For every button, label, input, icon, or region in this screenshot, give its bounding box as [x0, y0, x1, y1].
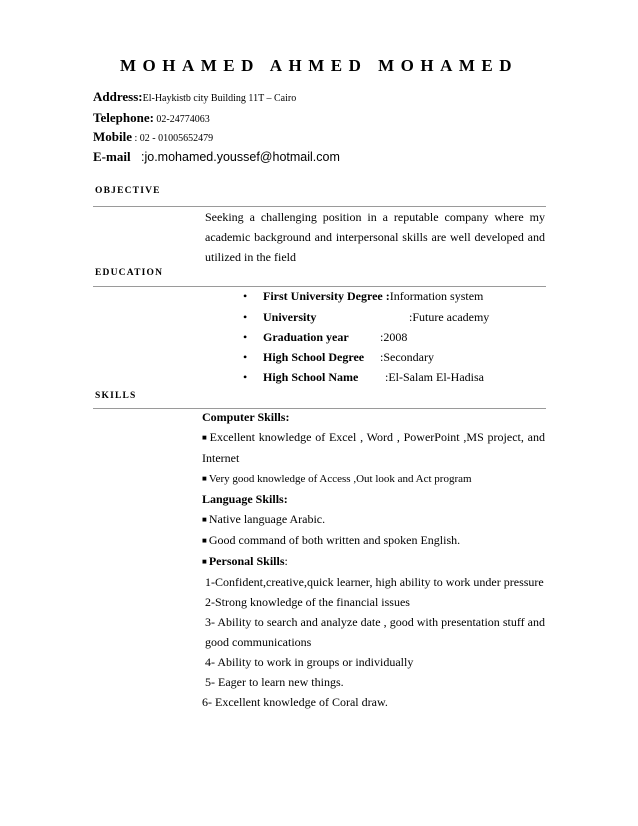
- skills-heading: SKILLS: [95, 391, 137, 401]
- personal-skill-item: 3- Ability to search and analyze date , good with presentation stuff and good communications: [205, 615, 545, 649]
- mobile-label: Mobile: [93, 129, 132, 144]
- telephone-label: Telephone:: [93, 110, 154, 125]
- education-value: :El-Salam El-Hadisa: [385, 370, 484, 384]
- objective-heading: OBJECTIVE: [95, 186, 161, 196]
- education-key: Graduation year: [263, 330, 349, 344]
- square-bullet-icon: ■: [202, 515, 207, 524]
- address-label: Address:: [93, 89, 143, 104]
- personal-skills-title: ■ Personal Skills:: [202, 554, 288, 568]
- personal-skill-item: 4- Ability to work in groups or individually: [205, 655, 414, 669]
- education-key: First University Degree :: [263, 289, 390, 303]
- email-value[interactable]: :jo.mohamed.youssef@hotmail.com: [141, 150, 340, 164]
- education-value: Information system: [389, 289, 484, 303]
- education-item: [243, 310, 489, 325]
- skills-body: [202, 407, 545, 712]
- email-label: E-mail: [93, 149, 131, 164]
- mobile-value: : 02 - 01005652479: [132, 133, 214, 144]
- applicant-name: MOHAMED AHMED MOHAMED: [119, 56, 519, 75]
- mobile-line: [93, 129, 213, 145]
- square-bullet-icon: ■: [202, 433, 208, 442]
- education-heading: EDUCATION: [95, 268, 164, 278]
- skill-item: ■ Very good knowledge of Access ,Out look and Act program: [202, 473, 472, 485]
- education-divider: [93, 286, 546, 287]
- bullet-icon: •: [243, 310, 248, 324]
- bullet-icon: •: [243, 350, 248, 364]
- education-key: University: [263, 310, 317, 324]
- personal-skill-item: 2-Strong knowledge of the financial issues: [205, 595, 410, 609]
- email-line: [93, 149, 340, 165]
- education-value: :Future academy: [409, 310, 490, 324]
- skill-item: ■ Excellent knowledge of Excel , Word , PowerPoint ,MS project, and Internet: [202, 430, 545, 465]
- square-bullet-icon: ■: [202, 474, 207, 483]
- skill-item: ■ Native language Arabic.: [202, 512, 326, 526]
- address-value: El-Haykistb city Building 11T – Cairo: [142, 93, 297, 104]
- personal-skill-item: 1-Confident,creative,quick learner, high ability to work under pressure: [205, 575, 544, 589]
- education-item: [243, 289, 483, 304]
- objective-text: Seeking a challenging position in a reputable company where my academic background and interpersonal skills are well developed and utilized in the field: [205, 210, 545, 264]
- computer-skills-title: Computer Skills:: [202, 410, 290, 424]
- address-line: [93, 89, 296, 105]
- personal-skill-item: 5- Eager to learn new things.: [205, 675, 344, 689]
- education-value: :2008: [380, 330, 408, 344]
- education-key: High School Degree: [263, 350, 365, 364]
- square-bullet-icon: ■: [202, 536, 207, 545]
- telephone-line: [93, 110, 210, 126]
- education-key: High School Name: [263, 370, 359, 384]
- education-item: [243, 350, 434, 365]
- telephone-value: 02-24774063: [153, 114, 210, 125]
- bullet-icon: •: [243, 330, 248, 344]
- language-skills-title: Language Skills:: [202, 492, 288, 506]
- bullet-icon: •: [243, 289, 248, 303]
- skill-item: ■ Good command of both written and spoken English.: [202, 533, 461, 547]
- bullet-icon: •: [243, 370, 248, 384]
- square-bullet-icon: ■: [202, 557, 207, 566]
- education-value: :Secondary: [380, 350, 434, 364]
- education-item: [243, 370, 484, 385]
- personal-skill-item: 6- Excellent knowledge of Coral draw.: [202, 695, 388, 709]
- education-item: [243, 330, 407, 345]
